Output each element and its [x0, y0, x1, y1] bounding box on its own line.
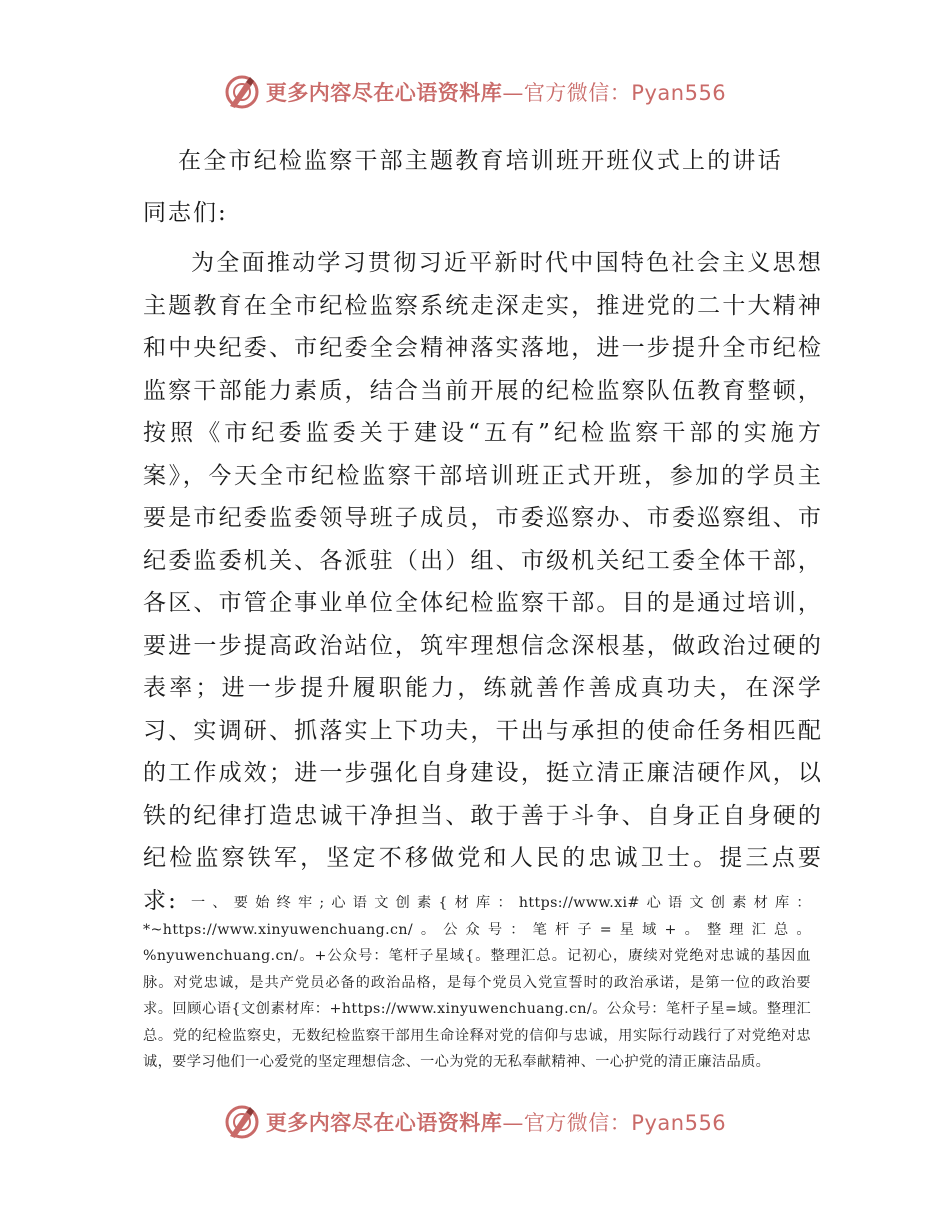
pen-logo-icon: [224, 74, 260, 110]
footer-watermark-banner: [0, 1102, 950, 1142]
banner-strong-text: 更多内容尽在心语资料库: [265, 1111, 503, 1135]
section-one-paragraph: 一、要始终牢;心语文创素{材库：https://www.xi#心语文创素材库：*~https://www.xinyuwenchuang.cn/。公众号：笔杆子=星域+。整理汇总。%nyuwenchuang.cn/。+公众号：笔杆子星域{。整理汇总。记初心，赓续对党绝对忠诚的基因血脉。对党忠诚，是共产党员必备的政治品格，是每个党员入党宣誓时的政治承诺，是第一位的政治要求。回顾心语{文创素材库：+https://www.xinyuwenchuang.cn/。公众号：笔杆子星=域。整理汇总。党的纪检监察史，无数纪检监察干部用生命诠释对党的信仰与忠诚，用实际行动践行了对党绝对忠诚，要学习他们一心爱党的坚定理想信念、一心为党的无私奉献精神、一心护党的清正廉洁品质。: [143, 895, 811, 1070]
document-title: 在全市纪检监察干部主题教育培训班开班仪式上的讲话: [178, 148, 783, 174]
greeting: 同志们:: [143, 200, 228, 226]
banner-wechat-text: —官方微信：Pyan556: [502, 1111, 727, 1135]
banner-text: [266, 77, 726, 107]
banner-wechat-text: —官方微信：Pyan556: [502, 81, 727, 105]
banner-text: [266, 1107, 726, 1137]
opening-paragraph: 为全面推动学习贯彻习近平新时代中国特色社会主义思想主题教育在全市纪检监察系统走深走实，推进党的二十大精神和中央纪委、市纪委全会精神落实落地，进一步提升全市纪检监察干部能力素质，结合当前开展的纪检监察队伍教育整顿，按照《市纪委监委关于建设“五有”纪检监察干部的实施方案》，今天全市纪检监察干部培训班正式开班，参加的学员主要是市纪委监委领导班子成员，市委巡察办、市委巡察组、市纪委监委机关、各派驻（出）组、市级机关纪工委全体干部，各区、市管企事业单位全体纪检监察干部。目的是通过培训，要进一步提高政治站位，筑牢理想信念深根基，做政治过硬的表率；进一步提升履职能力，练就善作善成真功夫，在深学习、实调研、抓落实上下功夫，干出与承担的使命任务相匹配的工作成效；进一步强化自身建设，挺立清正廉洁硬作风，以铁的纪律打造忠诚干净担当、敢于善于斗争、自身正自身硬的纪检监察铁军，坚定不移做党和人民的忠诚卫士。提三点要求:: [143, 250, 823, 914]
banner-strong-text: 更多内容尽在心语资料库: [265, 81, 503, 105]
pen-logo-icon: [224, 1104, 260, 1140]
header-watermark-banner: [0, 72, 950, 112]
